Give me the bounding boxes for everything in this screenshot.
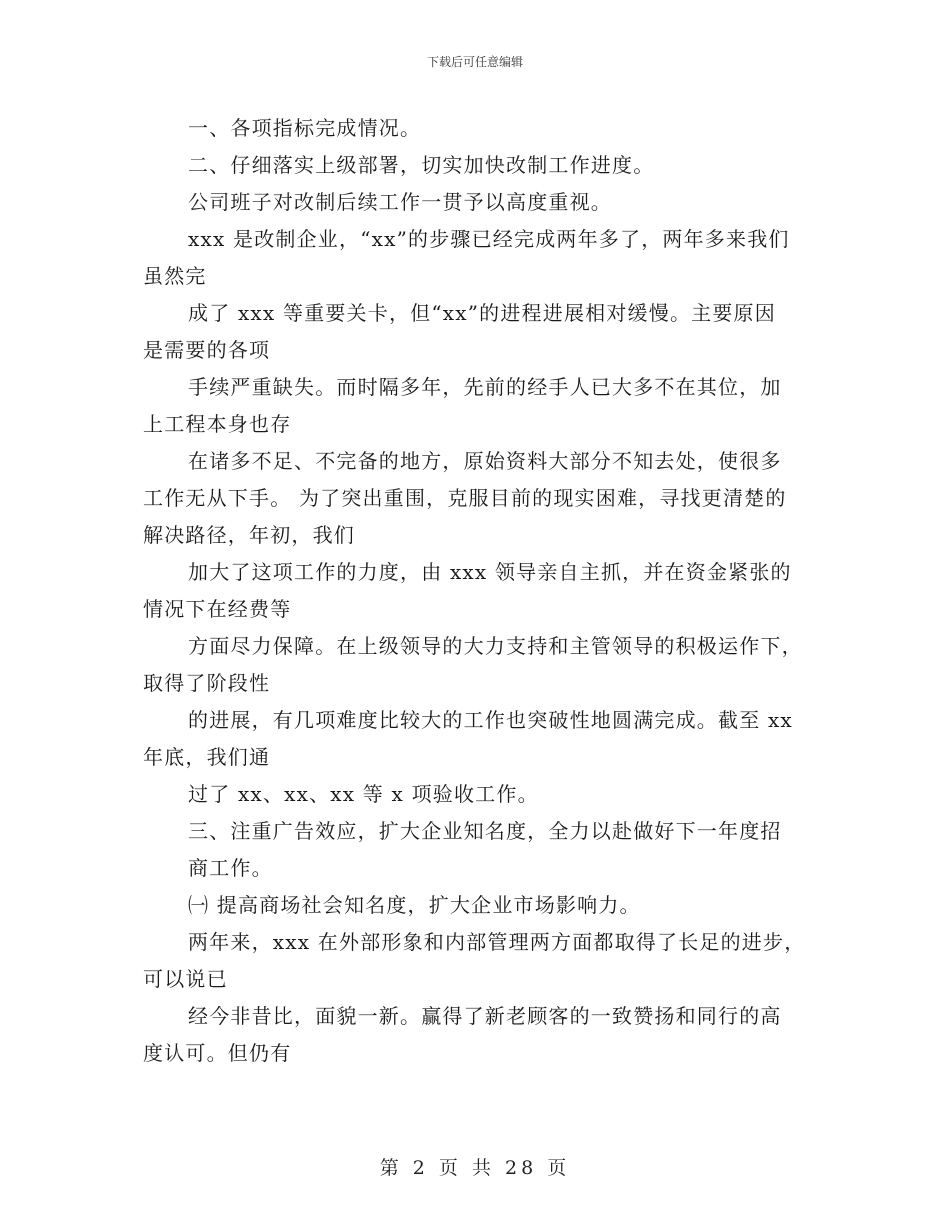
text-line: 过了 xx、xx、xx 等 x 项验收工作。 — [188, 782, 539, 806]
text-line: 商工作。 — [188, 856, 273, 880]
text-line: ㈠ 提高商场社会知名度，扩大企业市场影响力。 — [188, 893, 641, 917]
text-line: xxx 是改制企业，“xx”的步骤已经完成两年多了，两年多来我们 — [188, 227, 790, 251]
text-line: 三、注重广告效应，扩大企业知名度，全力以赴做好下一年度招 — [188, 819, 782, 843]
text-line: 在诸多不足、不完备的地方，原始资料大部分不知去处，使很多 — [188, 449, 782, 473]
text-line: 工作无从下手。 为了突出重围，克服目前的现实困难，寻找更清楚的 — [143, 486, 787, 510]
page-header: 下载后可任意编辑 — [426, 55, 523, 69]
text-line: 是需要的各项 — [143, 338, 271, 362]
text-line: 加大了这项工作的力度，由 xxx 领导亲自主抓，并在资金紧张的 — [188, 560, 792, 584]
document-body — [143, 110, 808, 1072]
text-line: 成了 xxx 等重要关卡，但“xx”的进程进展相对缓慢。主要原因 — [188, 301, 776, 325]
text-line: 的进展，有几项难度比较大的工作也突破性地圆满完成。截至 xx — [188, 708, 793, 732]
text-line: 解决路径，年初，我们 — [143, 523, 355, 547]
text-line: 可以说已 — [143, 967, 228, 991]
text-line: 年底，我们通 — [143, 745, 271, 769]
text-line: 度认可。但仍有 — [143, 1041, 292, 1065]
text-line: 两年来，xxx 在外部形象和内部管理两方面都取得了长足的进步， — [188, 930, 806, 954]
text-line: 公司班子对改制后续工作一贯予以高度重视。 — [188, 190, 612, 214]
text-line: 情况下在经费等 — [143, 597, 292, 621]
text-line: 上工程本身也存 — [143, 412, 292, 436]
text-line: 一、各项指标完成情况。 — [188, 116, 422, 140]
text-line: 二、仔细落实上级部署，切实加快改制工作进度。 — [188, 153, 655, 177]
page-number-footer: 第 2 页 共 28 页 — [379, 1157, 571, 1179]
text-line: 经今非昔比，面貌一新。赢得了新老顾客的一致赞扬和同行的高 — [188, 1004, 782, 1028]
text-line: 虽然完 — [143, 264, 207, 288]
text-line: 方面尽力保障。在上级领导的大力支持和主管领导的积极运作下， — [188, 634, 803, 658]
text-line: 手续严重缺失。而时隔多年，先前的经手人已大多不在其位，加 — [188, 375, 782, 399]
text-line: 取得了阶段性 — [143, 671, 271, 695]
